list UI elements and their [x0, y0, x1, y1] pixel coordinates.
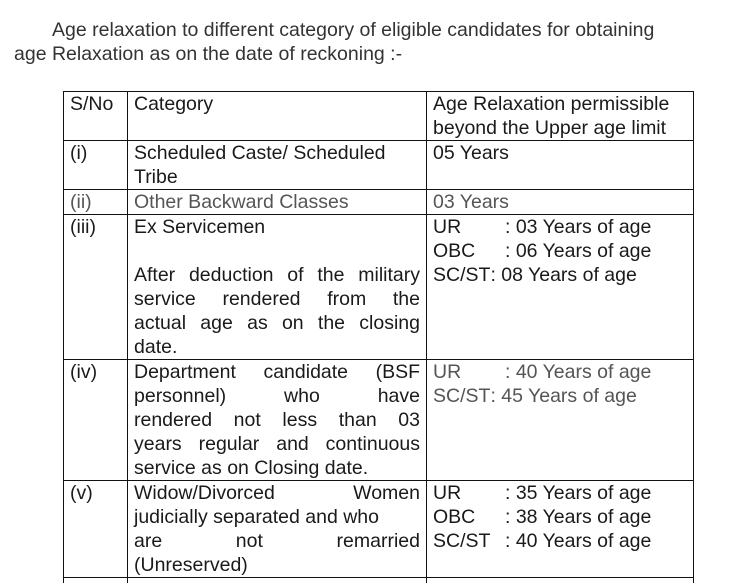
row-category: Widow/Divorced Women judicially separated and who are not remarried (Unreserved)	[128, 481, 427, 578]
row-sno: (i)	[64, 141, 128, 190]
relaxation-item: OBC : 06 Years of age	[433, 240, 652, 262]
row-sno: (iii)	[64, 215, 128, 360]
row-category: Scheduled Caste/ Scheduled Tribe	[128, 141, 427, 190]
row-relaxation: 03 Years	[427, 190, 694, 215]
relaxation-item: UR : 40 Years of age	[433, 361, 652, 383]
header-category: Category	[128, 92, 427, 141]
row-category: Ex Servicemen After deduction of the military service rendered from the actual age as on the closing date.	[128, 215, 427, 360]
table-row-cutoff	[64, 578, 694, 583]
age-relaxation-table	[63, 91, 694, 583]
row-relaxation	[427, 360, 694, 481]
row-sno: (iv)	[64, 360, 128, 481]
header-sno: S/No	[64, 92, 128, 141]
header-relaxation: Age Relaxation permissible beyond the Upper age limit	[427, 92, 694, 141]
relaxation-item: SC/ST : 45 Years of age	[433, 385, 637, 407]
table-row	[64, 190, 694, 215]
relaxation-item: UR : 35 Years of age	[433, 482, 652, 504]
relaxation-item: SC/ST : 40 Years of age	[433, 530, 652, 552]
intro-line-2: age Relaxation as on the date of reckoning :-	[14, 43, 403, 65]
row-relaxation	[427, 215, 694, 360]
table-header-row	[64, 92, 694, 141]
row-category: Other Backward Classes	[128, 190, 427, 215]
table-row	[64, 360, 694, 481]
relaxation-item: OBC : 38 Years of age	[433, 506, 652, 528]
relaxation-item: SC/ST : 08 Years of age	[433, 264, 637, 286]
row-sno: (v)	[64, 481, 128, 578]
table-row	[64, 141, 694, 190]
row-relaxation	[427, 481, 694, 578]
intro-paragraph	[14, 18, 714, 66]
table-row	[64, 215, 694, 360]
row-category: Department candidate (BSF personnel) who have rendered not less than 03 years regular and continuous service as on Closing date.	[128, 360, 427, 481]
relaxation-item: UR : 03 Years of age	[433, 216, 652, 238]
row-sno: (ii)	[64, 190, 128, 215]
row-relaxation: 05 Years	[427, 141, 694, 190]
table-row	[64, 481, 694, 578]
intro-line-1: Age relaxation to different category of eligible candidates for obtaining	[52, 19, 655, 41]
